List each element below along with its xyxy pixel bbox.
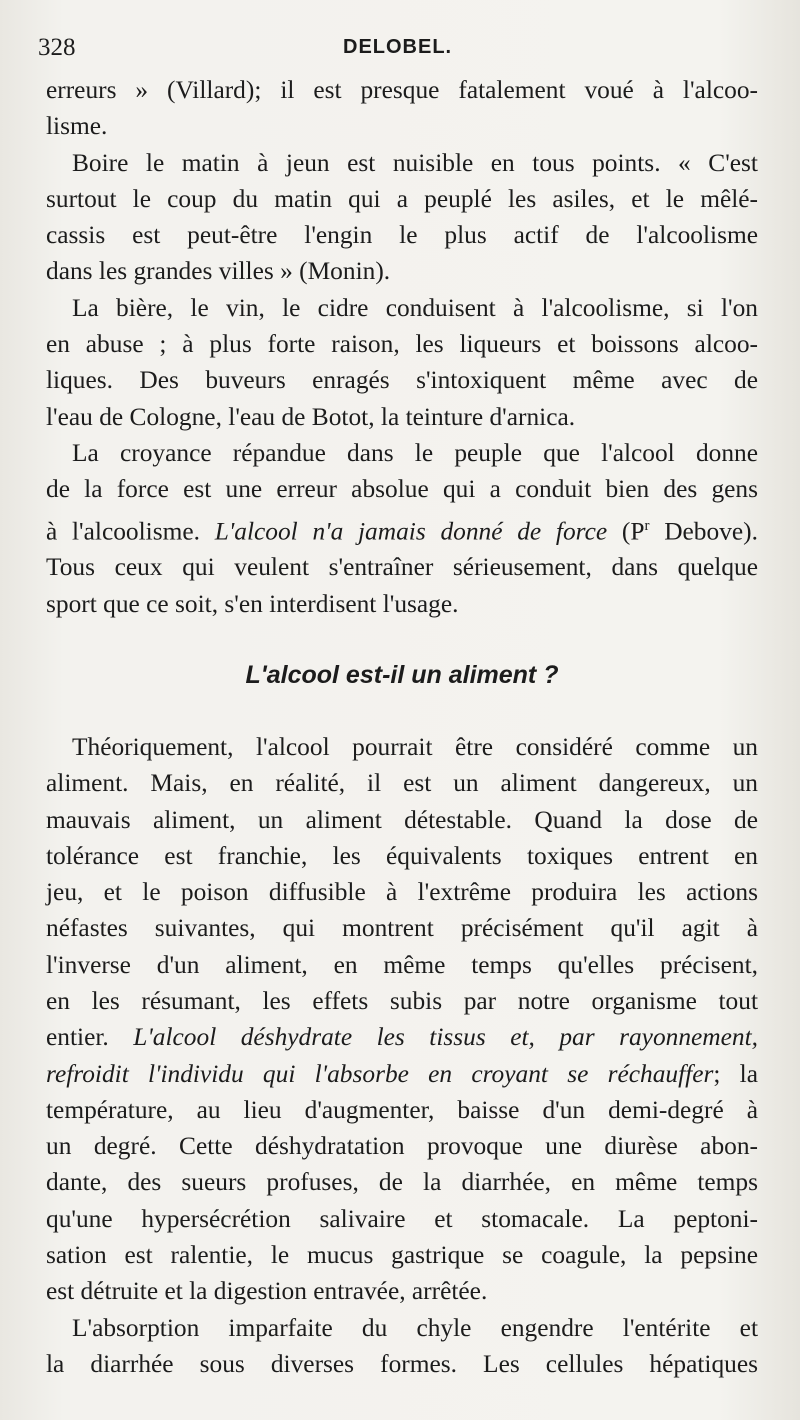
text-line: néfastes suivantes, qui montrent précisément qu'il agit à bbox=[46, 914, 758, 943]
superscript: r bbox=[644, 517, 650, 534]
text-line: surtout le coup du matin qui a peuplé les asiles, et le mêlé- bbox=[46, 184, 758, 213]
text-run: Debove). bbox=[649, 517, 758, 546]
text-line: en les résumant, les effets subis par notre organisme tout bbox=[46, 987, 758, 1015]
page-number: 328 bbox=[38, 34, 76, 61]
text-line bbox=[46, 508, 758, 550]
text-line: l'inverse d'un aliment, en même temps qu'elles précisent, bbox=[46, 950, 758, 979]
text-run: entier. bbox=[46, 1023, 134, 1052]
text-line: sation est ralentie, le mucus gastrique se coagule, la pepsine bbox=[46, 1241, 758, 1270]
text-line: Boire le matin à jeun est nuisible en tous points. « C'est bbox=[72, 148, 758, 177]
text-line: l'eau de Cologne, l'eau de Botot, la teinture d'arnica. bbox=[46, 402, 576, 431]
page-header bbox=[38, 28, 768, 68]
body-text bbox=[46, 72, 758, 1382]
text-line: tolérance est franchie, les équivalents toxiques entrent en bbox=[46, 841, 758, 870]
text-line: un degré. Cette déshydratation provoque une diurèse abon- bbox=[46, 1132, 758, 1161]
section-title: L'alcool est-il un aliment ? bbox=[245, 660, 559, 689]
text-line: qu'une hypersécrétion salivaire et stomacale. La peptoni- bbox=[46, 1204, 758, 1233]
text-line: Tous ceux qui veulent s'entraîner sérieusement, dans quelque bbox=[46, 553, 758, 582]
text-line: lisme. bbox=[46, 112, 108, 141]
text-line: mauvais aliment, un aliment détestable. Quand la dose de bbox=[46, 805, 758, 834]
text-line: température, au lieu d'augmenter, baisse d'un demi-degré à bbox=[46, 1095, 758, 1124]
paragraph bbox=[46, 435, 758, 622]
text-line: la diarrhée sous diverses formes. Les cellules hépatiques bbox=[46, 1349, 758, 1378]
italic-text: L'alcool n'a jamais donné de force bbox=[214, 517, 608, 546]
text-line: Théoriquement, l'alcool pourrait être considéré comme un bbox=[72, 732, 758, 761]
text-line: aliment. Mais, en réalité, il est un aliment dangereux, un bbox=[46, 769, 758, 798]
text-line: en abuse ; à plus forte raison, les liqueurs et boissons alcoo- bbox=[46, 330, 758, 359]
text-line: erreurs » (Villard); il est presque fatalement voué à l'alcoo- bbox=[46, 76, 758, 104]
text-line: La croyance répandue dans le peuple que l'alcool donne bbox=[72, 438, 758, 467]
paragraph bbox=[46, 729, 758, 1310]
italic-text: L'alcool déshydrate les tissus et, par rayonnement, bbox=[133, 1023, 759, 1052]
text-run: à l'alcoolisme. bbox=[46, 517, 215, 546]
text-line: jeu, et le poison diffusible à l'extrême produira les actions bbox=[46, 878, 758, 907]
paragraph bbox=[46, 145, 758, 290]
text-line: liques. Des buveurs enragés s'intoxiquent même avec de bbox=[46, 366, 758, 395]
text-line: dante, des sueurs profuses, de la diarrhée, en même temps bbox=[46, 1168, 758, 1197]
text-line: de la force est une erreur absolue qui a conduit bien des gens bbox=[46, 475, 758, 504]
text-line: est détruite et la digestion entravée, arrêtée. bbox=[46, 1277, 488, 1306]
text-run: ; la bbox=[713, 1059, 758, 1088]
text-line: La bière, le vin, le cidre conduisent à l'alcoolisme, si l'on bbox=[72, 293, 758, 322]
paragraph bbox=[46, 1310, 758, 1383]
italic-text: refroidit l'individu qui l'absorbe en croyant se réchauffer bbox=[46, 1059, 714, 1088]
text-line bbox=[46, 1056, 758, 1092]
text-line: cassis est peut-être l'engin le plus actif de l'alcoolisme bbox=[46, 221, 758, 250]
paragraph bbox=[46, 290, 758, 435]
text-line: dans les grandes villes » (Monin). bbox=[46, 257, 391, 286]
text-line: L'absorption imparfaite du chyle engendre l'entérite et bbox=[72, 1313, 758, 1342]
text-line bbox=[46, 1019, 758, 1055]
text-run: (P bbox=[607, 517, 645, 546]
paragraph bbox=[46, 72, 758, 145]
text-line: sport que ce soit, s'en interdisent l'usage. bbox=[46, 589, 459, 618]
running-head: DELOBEL. bbox=[343, 36, 453, 58]
